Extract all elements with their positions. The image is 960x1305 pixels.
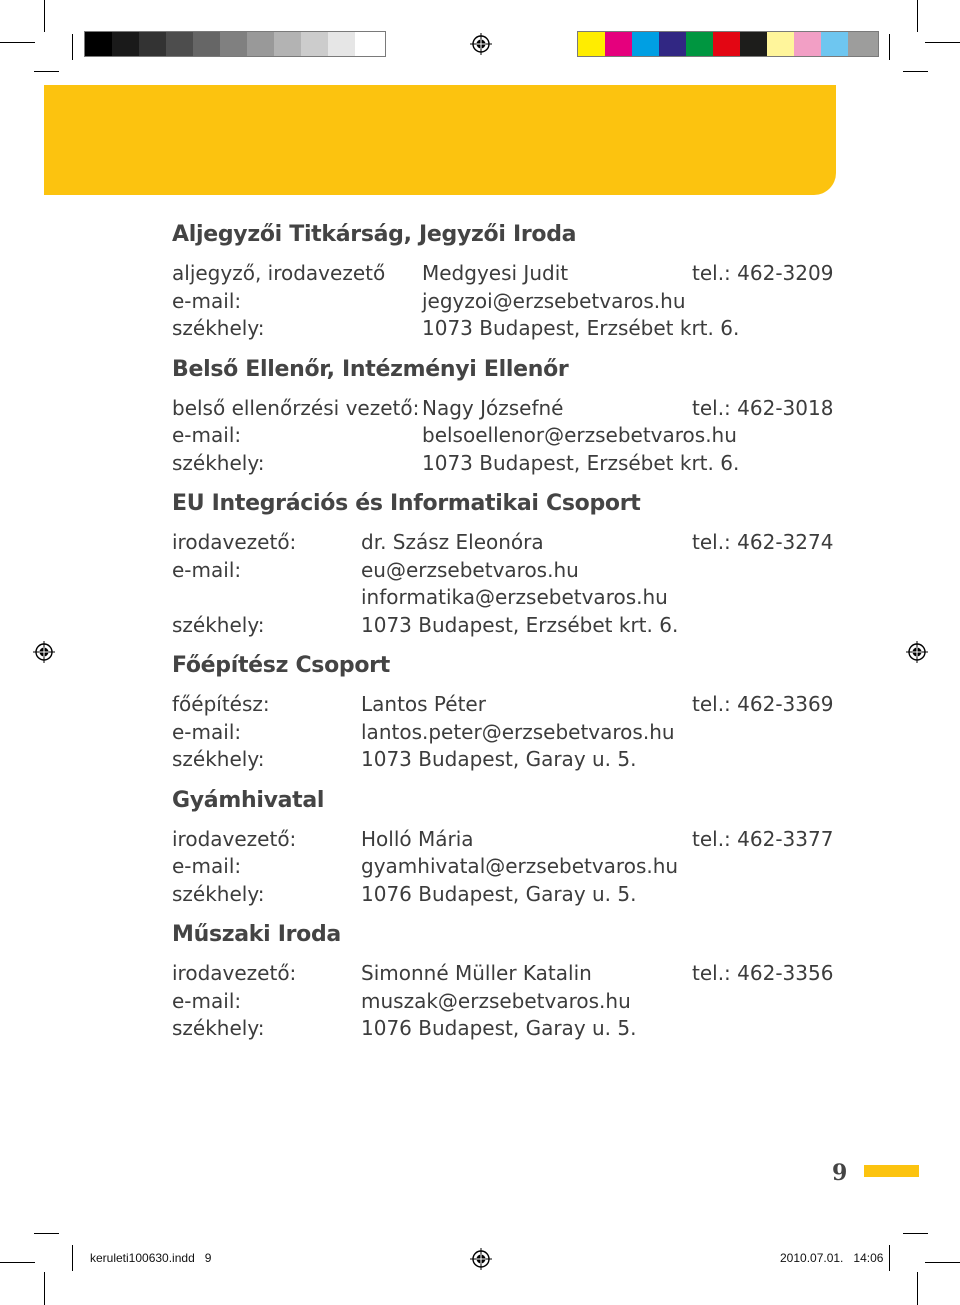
swatch [166, 32, 193, 56]
field-label: irodavezető: [172, 961, 297, 985]
field-value: Nagy Józsefné [422, 395, 564, 420]
field-label: e-mail: [172, 854, 242, 878]
field-label: irodavezető: [172, 826, 297, 851]
field-label: e-mail: [172, 988, 242, 1013]
swatch [686, 32, 713, 56]
phone-number: tel.: 462-3356 [692, 961, 834, 985]
contact-row [172, 584, 852, 612]
section-gyamhivatal [172, 786, 852, 909]
crop-mark [917, 1272, 918, 1305]
section-title: Főépítész Csoport [172, 653, 390, 678]
field-label: e-mail: [172, 557, 242, 582]
section-belso-ellenor [172, 355, 852, 478]
swatch [578, 32, 605, 56]
registration-mark-icon [33, 641, 55, 663]
phone-number: tel.: 462-3377 [692, 826, 834, 851]
swatch [85, 32, 112, 56]
phone-number: tel.: 462-3369 [692, 692, 834, 716]
crop-mark [889, 34, 890, 60]
address-value: 1073 Budapest, Erzsébet krt. 6. [422, 450, 740, 475]
contact-row [172, 691, 852, 719]
swatch [328, 32, 355, 56]
swatch [848, 32, 878, 56]
crop-mark [925, 42, 960, 43]
field-label: székhely: [172, 881, 265, 906]
contact-row [172, 826, 852, 854]
phone-number: tel.: 462-3209 [692, 261, 834, 285]
phone-number: tel.: 462-3274 [692, 530, 834, 554]
email-value: lantos.peter@erzsebetvaros.hu [361, 719, 675, 744]
field-label: székhely: [172, 1016, 265, 1040]
swatch [247, 32, 274, 56]
contact-row [172, 557, 852, 585]
swatch [193, 32, 220, 56]
field-label: e-mail: [172, 719, 242, 744]
section-title: Aljegyzői Titkárság, Jegyzői Iroda [172, 222, 577, 247]
email-value: gyamhivatal@erzsebetvaros.hu [361, 854, 679, 878]
contact-row [172, 450, 852, 478]
contact-row [172, 529, 852, 557]
crop-mark [917, 0, 918, 32]
contact-row [172, 395, 852, 423]
slug-datetime: 2010.07.01. 14:06 [780, 1251, 884, 1265]
field-label: aljegyző, irodavezető [172, 261, 386, 285]
section-foepitesz [172, 651, 852, 774]
registration-mark-icon [906, 641, 928, 663]
crop-mark [903, 1233, 928, 1234]
swatch [139, 32, 166, 56]
contact-row [172, 988, 852, 1016]
address-value: 1073 Budapest, Erzsébet krt. 6. [361, 612, 679, 637]
field-label: irodavezető: [172, 530, 297, 554]
slug-filename: keruleti100630.indd 9 [90, 1251, 212, 1265]
crop-mark [72, 34, 73, 60]
crop-mark [72, 1245, 73, 1271]
contact-row [172, 719, 852, 747]
crop-mark [925, 1262, 960, 1263]
contact-row [172, 288, 852, 316]
header-banner [44, 85, 836, 195]
process-color-bar [577, 31, 879, 57]
swatch [605, 32, 632, 56]
swatch [740, 32, 767, 56]
section-eu-integracios [172, 489, 852, 639]
field-value: Holló Mária [361, 826, 474, 851]
field-label: főépítész: [172, 692, 270, 716]
crop-mark [889, 1245, 890, 1271]
email-value: muszak@erzsebetvaros.hu [361, 988, 631, 1013]
field-label: e-mail: [172, 288, 242, 313]
field-label: székhely: [172, 450, 265, 475]
crop-mark [34, 71, 59, 72]
section-title: EU Integrációs és Informatikai Csoport [172, 491, 641, 516]
crop-mark [903, 71, 928, 72]
crop-mark [34, 1233, 59, 1234]
contact-row [172, 315, 852, 343]
swatch [821, 32, 848, 56]
section-title: Gyámhivatal [172, 787, 325, 813]
swatch [794, 32, 821, 56]
swatch [355, 32, 385, 56]
swatch [659, 32, 686, 56]
swatch [220, 32, 247, 56]
swatch [274, 32, 301, 56]
address-value: 1076 Budapest, Garay u. 5. [361, 881, 637, 906]
contact-row [172, 881, 852, 909]
field-value: Medgyesi Judit [422, 261, 569, 285]
page-number-bar [864, 1165, 919, 1177]
swatch [301, 32, 328, 56]
crop-mark [0, 1262, 35, 1263]
swatch [112, 32, 139, 56]
contact-row [172, 746, 852, 774]
contact-row [172, 612, 852, 640]
contact-row [172, 422, 852, 450]
crop-mark [44, 1272, 45, 1305]
grayscale-color-bar [84, 31, 386, 57]
section-aljegyzoi [172, 220, 852, 343]
address-value: 1076 Budapest, Garay u. 5. [361, 1016, 637, 1040]
email-value: informatika@erzsebetvaros.hu [361, 585, 668, 609]
field-label: székhely: [172, 747, 265, 771]
email-value: belsoellenor@erzsebetvaros.hu [422, 423, 737, 447]
crop-mark [44, 0, 45, 32]
field-label: e-mail: [172, 423, 242, 447]
registration-mark-icon [470, 1248, 492, 1270]
address-value: 1073 Budapest, Garay u. 5. [361, 747, 637, 771]
phone-number: tel.: 462-3018 [692, 395, 834, 420]
crop-mark [0, 42, 35, 43]
field-label: székhely: [172, 612, 265, 637]
address-value: 1073 Budapest, Erzsébet krt. 6. [422, 316, 740, 340]
contact-row [172, 1015, 852, 1043]
section-muszaki [172, 920, 852, 1043]
registration-mark-icon [470, 33, 492, 55]
field-value: Simonné Müller Katalin [361, 961, 592, 985]
contact-directory [172, 220, 852, 1055]
field-value: dr. Szász Eleonóra [361, 530, 544, 554]
section-title: Belső Ellenőr, Intézményi Ellenőr [172, 356, 569, 382]
section-title: Műszaki Iroda [172, 922, 341, 947]
field-value: Lantos Péter [361, 692, 486, 716]
field-label: székhely: [172, 316, 265, 340]
contact-row [172, 960, 852, 988]
field-label: belső ellenőrzési vezető: [172, 395, 420, 420]
email-value: eu@erzsebetvaros.hu [361, 557, 579, 582]
contact-row [172, 853, 852, 881]
email-value: jegyzoi@erzsebetvaros.hu [422, 288, 686, 313]
page-number: 9 [832, 1160, 848, 1186]
swatch [632, 32, 659, 56]
swatch [767, 32, 794, 56]
contact-row [172, 260, 852, 288]
swatch [713, 32, 740, 56]
